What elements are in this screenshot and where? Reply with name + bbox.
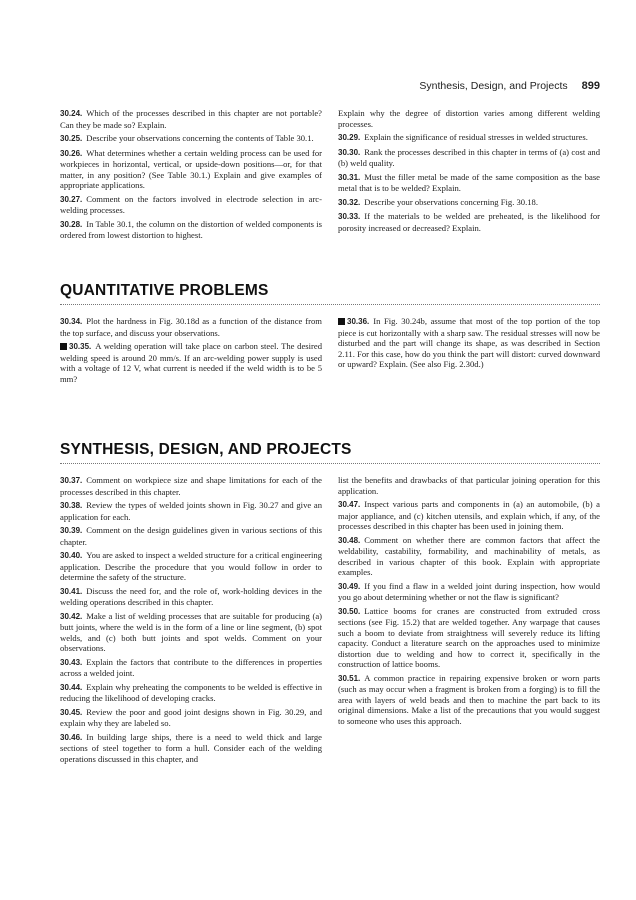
question-item	[338, 108, 600, 129]
question-item	[338, 535, 600, 578]
question-item	[338, 499, 600, 532]
question-item	[338, 673, 600, 727]
question-text: In Table 30.1, the column on the distortion of welded components is ordered from lowest distortion to highest.	[60, 218, 322, 240]
question-text: Describe your observations concerning Fig. 30.18.	[364, 196, 538, 207]
question-text: Comment on the design guidelines given in various sections of this chapter.	[60, 525, 322, 547]
question-text: Review the poor and good joint designs shown in Fig. 30.29, and explain why they are labeled so.	[60, 706, 322, 728]
question-number: 30.41.	[60, 586, 83, 596]
question-text: Plot the hardness in Fig. 30.18d as a function of the distance from the top surface, and discuss your observations.	[60, 316, 322, 338]
question-item	[60, 194, 322, 216]
question-number: 30.42.	[60, 611, 83, 621]
question-text: Comment on workpiece size and shape limitations for each of the processes described in this chapter.	[60, 475, 322, 497]
quantitative-problems	[60, 316, 600, 391]
question-item	[60, 148, 322, 191]
question-item	[338, 147, 600, 169]
question-text: In building large ships, there is a need to weld thick and large sections of steel together to form a hull. Consider each of the welding operations discussed in this chapter, and	[60, 731, 322, 764]
question-number: 30.37.	[60, 476, 83, 485]
synthesis-heading: SYNTHESIS, DESIGN, AND PROJECTS	[60, 441, 600, 464]
question-item	[338, 475, 600, 496]
question-number: 30.47.	[338, 500, 361, 509]
question-number: 30.35.	[69, 342, 92, 351]
question-text: Explain why the degree of distortion varies among different welding processes.	[338, 108, 600, 129]
question-item	[60, 611, 322, 654]
question-item	[60, 586, 322, 608]
question-number: 30.30.	[338, 147, 361, 157]
running-header	[60, 80, 600, 92]
quantitative-heading: QUANTITATIVE PROBLEMS	[60, 282, 600, 305]
top-left-column	[60, 108, 322, 244]
question-number: 30.36.	[347, 317, 370, 326]
question-text: Describe your observations concerning the contents of Table 30.1.	[86, 133, 314, 143]
question-number: 30.39.	[60, 526, 83, 535]
question-number: 30.40.	[60, 551, 83, 560]
question-item	[60, 219, 322, 241]
question-number: 30.31.	[338, 172, 361, 182]
question-item	[60, 525, 322, 547]
question-text: Comment on whether there are common factors that affect the weldability, castability, formability, and machinability of metals, as described in various chapter of this book. Explain with appropriate examples.	[338, 534, 600, 577]
question-number: 30.27.	[60, 194, 83, 204]
question-text: Must the filler metal be made of the same composition as the base metal that is to be welded? Explain.	[338, 171, 600, 193]
question-number: 30.49.	[338, 581, 361, 591]
question-number: 30.51.	[338, 673, 361, 683]
question-item	[60, 475, 322, 497]
question-item	[60, 133, 322, 145]
question-number: 30.34.	[60, 317, 83, 326]
question-number: 30.29.	[338, 133, 361, 142]
quantitative-right-column	[338, 316, 600, 373]
question-text: Explain the significance of residual stresses in welded structures.	[364, 132, 588, 142]
question-item	[338, 132, 600, 144]
synthesis-right-column	[338, 475, 600, 729]
top-right-column	[338, 108, 600, 236]
question-text: Make a list of welding processes that are suitable for producing (a) butt joints, where the weld is in the form of a line or line segment, (b) spot welds, and (c) both butt joints and spot welds. Comment on your observations.	[60, 610, 322, 653]
question-number: 30.50.	[338, 606, 361, 616]
question-number: 30.26.	[60, 148, 83, 158]
question-text: Lattice booms for cranes are constructed from extruded cross sections (see Fig. 15.2) that are welded together. Any warpage that causes such a boom to deviate from straightness will severely reduce its lifting capacity. Conduct a literature search on the approaches used to minimize distortion due to welding and how to correct it, specifically in the construction of lattice booms.	[338, 605, 600, 669]
question-text: Explain why preheating the components to be welded is effective in reducing the likelihood of developing cracks.	[60, 681, 322, 703]
question-item	[338, 316, 600, 370]
question-text: You are asked to inspect a welded structure for a critical engineering application. Describe the procedure that you would follow in order to determine the safety of the structure.	[60, 550, 322, 582]
question-text: What determines whether a certain welding process can be used for workpieces in horizontal, vertical, or upside-down positions—or, for that matter, in any position? (See Table 30.1.) Explain and give examples of appropriate applications.	[60, 147, 322, 190]
computational-problem-icon	[60, 343, 67, 350]
question-item	[60, 732, 322, 765]
question-number: 30.46.	[60, 732, 83, 742]
question-text: If you find a flaw in a welded joint during inspection, how would you go about determining whether or not the flaw is significant?	[338, 580, 600, 602]
question-text: Comment on the factors involved in electrode selection in arc-welding processes.	[60, 193, 322, 215]
question-text: A welding operation will take place on carbon steel. The desired welding speed is around 20 mm/s. If an arc-welding power supply is used with a voltage of 12 V, what current is needed if the weld width is to be 5 mm?	[60, 341, 322, 384]
question-number: 30.25.	[60, 134, 83, 143]
running-title: Synthesis, Design, and Projects	[419, 80, 568, 92]
question-item	[60, 341, 322, 384]
question-text: Which of the processes described in this chapter are not portable? Can they be made so? Explain.	[60, 108, 322, 130]
question-number: 30.33.	[338, 212, 361, 221]
question-text: Rank the processes described in this chapter in terms of (a) cost and (b) weld quality.	[338, 146, 600, 168]
question-item	[338, 211, 600, 233]
question-item	[338, 172, 600, 194]
question-text: Explain the factors that contribute to the differences in properties across a welded joint.	[60, 656, 322, 678]
question-item	[60, 657, 322, 679]
question-number: 30.24.	[60, 109, 83, 118]
quantitative-left-column	[60, 316, 322, 387]
question-number: 30.38.	[60, 501, 83, 510]
top-questions	[60, 108, 600, 248]
synthesis-left-column	[60, 475, 322, 767]
question-number: 30.28.	[60, 219, 83, 229]
question-item	[60, 108, 322, 130]
question-item	[338, 581, 600, 603]
question-text: Discuss the need for, and the role of, work-holding devices in the welding operations described in this chapter.	[60, 585, 322, 607]
question-number: 30.45.	[60, 707, 83, 717]
question-item	[338, 197, 600, 209]
question-number: 30.32.	[338, 197, 361, 207]
question-item	[60, 550, 322, 583]
question-text: list the benefits and drawbacks of that particular joining operation for this application.	[338, 475, 600, 496]
question-text: Inspect various parts and components in (a) an automobile, (b) a major appliance, and (c) kitchen utensils, and explain which, if any, of the processes described in this chapter has been used in joining them.	[338, 499, 600, 531]
question-item	[60, 316, 322, 338]
question-text: A common practice in repairing expensive broken or worn parts (such as may occur when a fragment is broken from a forging) is to fill the area with layers of weld beads and then to machine the part back to its original dimensions. Make a list of the precautions that you would suggest to someone who uses this approach.	[338, 672, 600, 726]
question-item	[60, 707, 322, 729]
question-number: 30.44.	[60, 682, 83, 692]
question-number: 30.48.	[338, 535, 361, 545]
question-item	[338, 606, 600, 670]
question-text: Review the types of welded joints shown in Fig. 30.27 and give an application for each.	[60, 500, 322, 522]
question-text: If the materials to be welded are preheated, is the likelihood for porosity increased or decreased? Explain.	[338, 211, 600, 233]
question-item	[60, 682, 322, 704]
computational-problem-icon	[338, 318, 345, 325]
question-number: 30.43.	[60, 657, 83, 667]
synthesis-problems	[60, 475, 600, 850]
question-item	[60, 500, 322, 522]
question-text: In Fig. 30.24b, assume that most of the top portion of the top piece is cut horizontally with a sharp saw. The residual stresses will now be disturbed and the part will change its shape, as was described in Section 2.11. For this case, how do you think the part will distort: curved downward or upward? Explain. (See also Fig. 2.30d.)	[338, 316, 600, 369]
page-number: 899	[581, 80, 600, 92]
